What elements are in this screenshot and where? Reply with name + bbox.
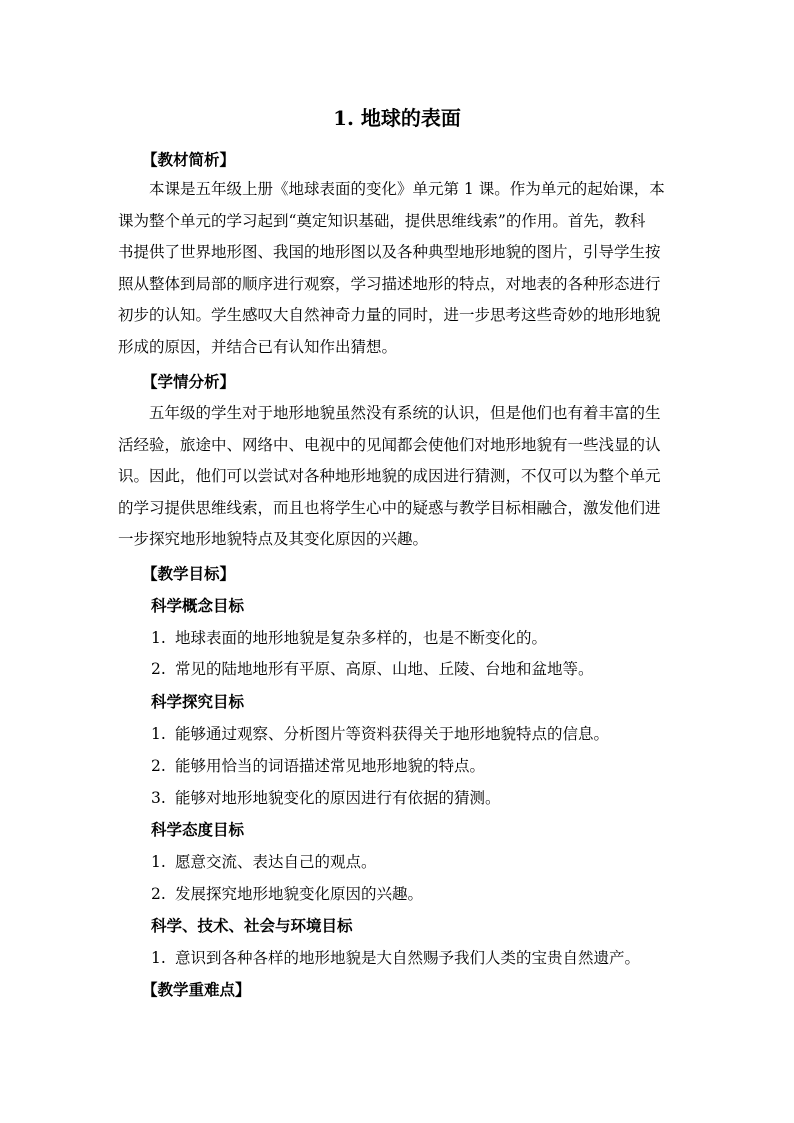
- list-text: 发展探究地形地貌变化原因的兴趣。: [175, 885, 424, 903]
- paragraph-line: 的学习提供思维线索，而且也将学生心中的疑惑与教学目标相融合，激发他们进: [118, 498, 661, 517]
- subheading-attitude-goals: 科学态度目标: [151, 820, 245, 839]
- paragraph-line: 一步探究地形地貌特点及其变化原因的兴趣。: [118, 530, 429, 549]
- list-text: 愿意交流、表达自己的观点。: [175, 853, 377, 871]
- list-text: 常见的陆地地形有平原、高原、山地、丘陵、台地和盆地等。: [175, 660, 594, 678]
- list-number: 2.: [151, 660, 166, 678]
- paragraph-line: 活经验，旅途中、网络中、电视中的见闻都会使他们对地形地貌有一些浅显的认: [118, 435, 661, 454]
- list-text: 能够对地形地貌变化的原因进行有依据的猜测。: [175, 789, 501, 807]
- list-number: 2.: [151, 757, 166, 775]
- list-number: 3.: [151, 789, 166, 807]
- page-title: 1. 地球的表面: [333, 106, 461, 130]
- list-item: [151, 788, 501, 808]
- list-item: [151, 724, 609, 744]
- section-heading-textbook-analysis: 【教材简析】: [142, 150, 236, 169]
- paragraph-line: 形成的原因，并结合已有认知作出猜想。: [118, 337, 398, 356]
- list-item: [151, 628, 547, 648]
- list-item: [151, 756, 485, 776]
- list-text: 能够通过观察、分析图片等资料获得关于地形地貌特点的信息。: [175, 725, 610, 743]
- list-number: 1.: [151, 629, 166, 647]
- list-item: [151, 659, 594, 679]
- paragraph-line: 识。因此，他们可以尝试对各种地形地貌的成因进行猜测，不仅可以为整个单元: [118, 467, 661, 486]
- textbook-analysis-paragraph: [118, 174, 678, 364]
- list-number: 1.: [151, 853, 166, 871]
- subheading-inquiry-goals: 科学探究目标: [151, 692, 245, 711]
- list-number: 2.: [151, 885, 166, 903]
- list-item: [151, 948, 640, 968]
- paragraph-line: 初步的认知。学生感叹大自然神奇力量的同时，进一步思考这些奇妙的地形地貌: [118, 306, 661, 325]
- list-number: 1.: [151, 949, 166, 967]
- list-text: 地球表面的地形地貌是复杂多样的，也是不断变化的。: [175, 629, 548, 647]
- paragraph-line: 课为整个单元的学习起到“奠定知识基础，提供思维线索”的作用。首先，教科: [118, 211, 646, 230]
- list-number: 1.: [151, 725, 166, 743]
- list-item: [151, 852, 377, 872]
- subheading-concept-goals: 科学概念目标: [151, 596, 245, 615]
- paragraph-line: 五年级的学生对于地形地貌虽然没有系统的认识，但是他们也有着丰富的生: [149, 404, 661, 422]
- paragraph-line: 本课是五年级上册《地球表面的变化》单元第 1 课。作为单元的起始课，本: [149, 180, 665, 198]
- subheading-stse-goals: 科学、技术、社会与环境目标: [151, 916, 353, 935]
- section-heading-teaching-goals: 【教学目标】: [142, 564, 236, 583]
- list-text: 能够用恰当的词语描述常见地形地貌的特点。: [175, 757, 486, 775]
- section-heading-student-analysis: 【学情分析】: [142, 372, 236, 391]
- list-item: [151, 884, 423, 904]
- list-text: 意识到各种各样的地形地貌是大自然赐予我们人类的宝贵自然遗产。: [175, 949, 641, 967]
- student-analysis-paragraph: [118, 398, 678, 556]
- section-heading-key-difficult: 【教学重难点】: [142, 980, 251, 999]
- paragraph-line: 照从整体到局部的顺序进行观察，学习描述地形的特点，对地表的各种形态进行: [118, 274, 661, 293]
- paragraph-line: 书提供了世界地形图、我国的地形图以及各种典型地形地貌的图片，引导学生按: [118, 243, 661, 262]
